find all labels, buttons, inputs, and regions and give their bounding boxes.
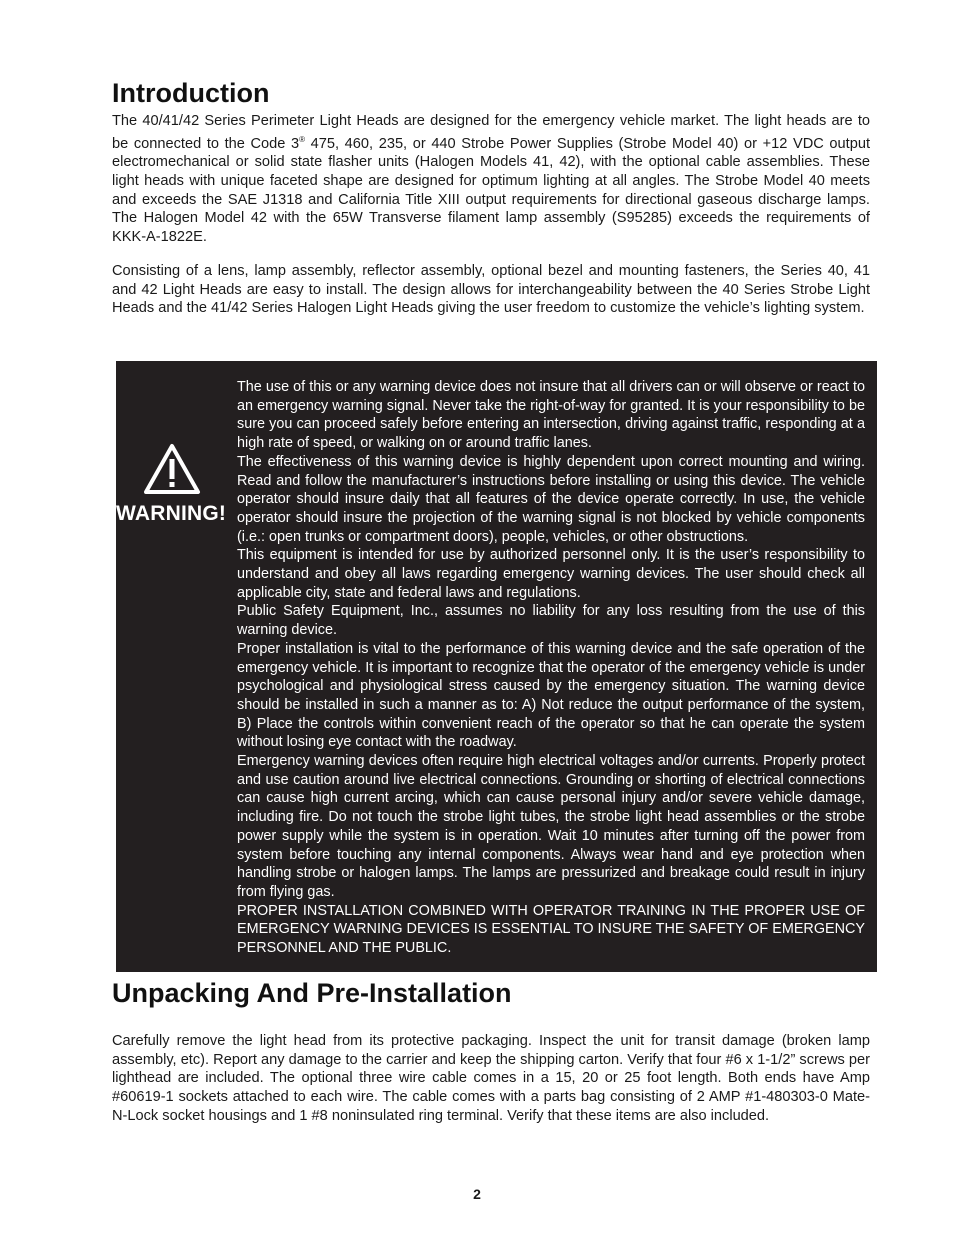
intro-paragraph-1 <box>112 112 870 247</box>
warning-paragraph: Proper installation is vital to the performance of this warning device and the safe operation of the emergency vehicle. It is important to recognize that the operator of the emergency vehicle is under psychological and physiological stress caused by the emergency situation. The warning device should be installed in such a manner as to: A) Not reduce the output performance of the system, B) Place the controls within convenient reach of the operator so that he can operate the system without losing eye contact with the roadway. <box>237 640 865 751</box>
intro-p1-text-a: The 40/41/42 Series Perimeter Light Heads are designed for the emergency vehicle market. The light heads are to be connected to the Code 3 <box>112 113 870 152</box>
intro-paragraph-2: Consisting of a lens, lamp assembly, reflector assembly, optional bezel and mounting fasteners, the Series 40, 41 and 42 Light Heads are easy to install. The design allows for interchangeability between the 40 Series Strobe Light Heads and the 41/42 Series Halogen Light Heads giving the user freedom to customize the vehicle’s lighting system. <box>112 263 870 317</box>
warning-paragraph: The use of this or any warning device does not insure that all drivers can or will observe or react to an emergency warning signal. Never take the right-of-way for granted. It is your responsibility to be sure you can proceed safely before entering an intersection, driving against traffic, responding at a high rate of speed, or walking on or around traffic lanes. <box>237 379 865 452</box>
warning-paragraph: Emergency warning devices often require high electrical voltages and/or currents. Properly protect and use caution around live electrical connections. Grounding or shorting of electrical connections can cause high current arcing, which can cause personal injury and/or severe vehicle damage, including fire. Do not touch the strobe light tubes, the strobe light head assemblies or the strobe power supply while the system is in operation. Wait 10 minutes after turning off the power from system before touching any internal components. Always wear hand and eye protection when handling strobe or halogen lamps. The lamps are pressurized and breakage could result in injury from flying gas. <box>237 753 865 900</box>
warning-box <box>116 361 877 972</box>
warning-paragraph: PROPER INSTALLATION COMBINED WITH OPERATOR TRAINING IN THE PROPER USE OF EMERGENCY WARNING DEVICES IS ESSENTIAL TO INSURE THE SAFETY OF EMERGENCY PERSONNEL AND THE PUBLIC. <box>237 902 865 957</box>
unpacking-heading: Unpacking And Pre-Installation <box>112 978 512 1008</box>
warning-text <box>237 378 865 958</box>
warning-paragraph: Public Safety Equipment, Inc., assumes no liability for any loss resulting from the use of this warning device. <box>237 603 865 639</box>
warning-paragraph: This equipment is intended for use by authorized personnel only. It is the user’s responsibility to understand and obey all laws regarding emergency warning devices. The user should check all applicable city, state and federal laws and regulations. <box>237 547 865 601</box>
warning-label: WARNING! <box>116 502 227 525</box>
intro-heading: Introduction <box>112 78 270 108</box>
page-number: 2 <box>473 1186 481 1202</box>
exclamation-triangle-icon <box>143 443 201 495</box>
warning-paragraph: The effectiveness of this warning device is highly dependent upon correct mounting and wiring. Read and follow the manufacturer’s instructions before installing or using this device. The vehicle operator should insure daily that all features of the device operate correctly. In use, the vehicle operator should insure the projection of the warning signal is not blocked by vehicle components (i.e.: open trunks or compartment doors), people, vehicles, or other obstructions. <box>237 453 865 545</box>
unpacking-paragraph: Carefully remove the light head from its protective packaging. Inspect the unit for transit damage (broken lamp assembly, etc). Report any damage to the carrier and keep the shipping carton. Verify that four #6 x 1-1/2” screws per lighthead are included. The optional three wire cable comes in a 15, 20 or 25 foot length. Both ends have Amp #60619-1 sockets attached to each wire. The cable comes with a parts bag consisting of 2 AMP #1-480303-0 Mate-N-Lock socket housings and 1 #8 noninsulated ring terminal. Verify that these items are also included. <box>112 1033 870 1124</box>
intro-p1-text-b: 475, 460, 235, or 440 Strobe Power Supplies (Strobe Model 40) or +12 VDC output electromechanical or solid state flasher units (Halogen Models 41, 42), with the optional cable assemblies. These light heads with unique faceted shape are designed for optimum lighting at all angles. The Strobe Model 40 meets and exceeds the SAE J1318 and California Title XIII output requirements for directional gaseous discharge lamps. The Halogen Model 42 with the 65W Transverse filament lamp assembly (S95285) exceeds the requirements of KKK-A-1822E. <box>112 135 870 246</box>
registered-mark: ® <box>299 134 306 144</box>
